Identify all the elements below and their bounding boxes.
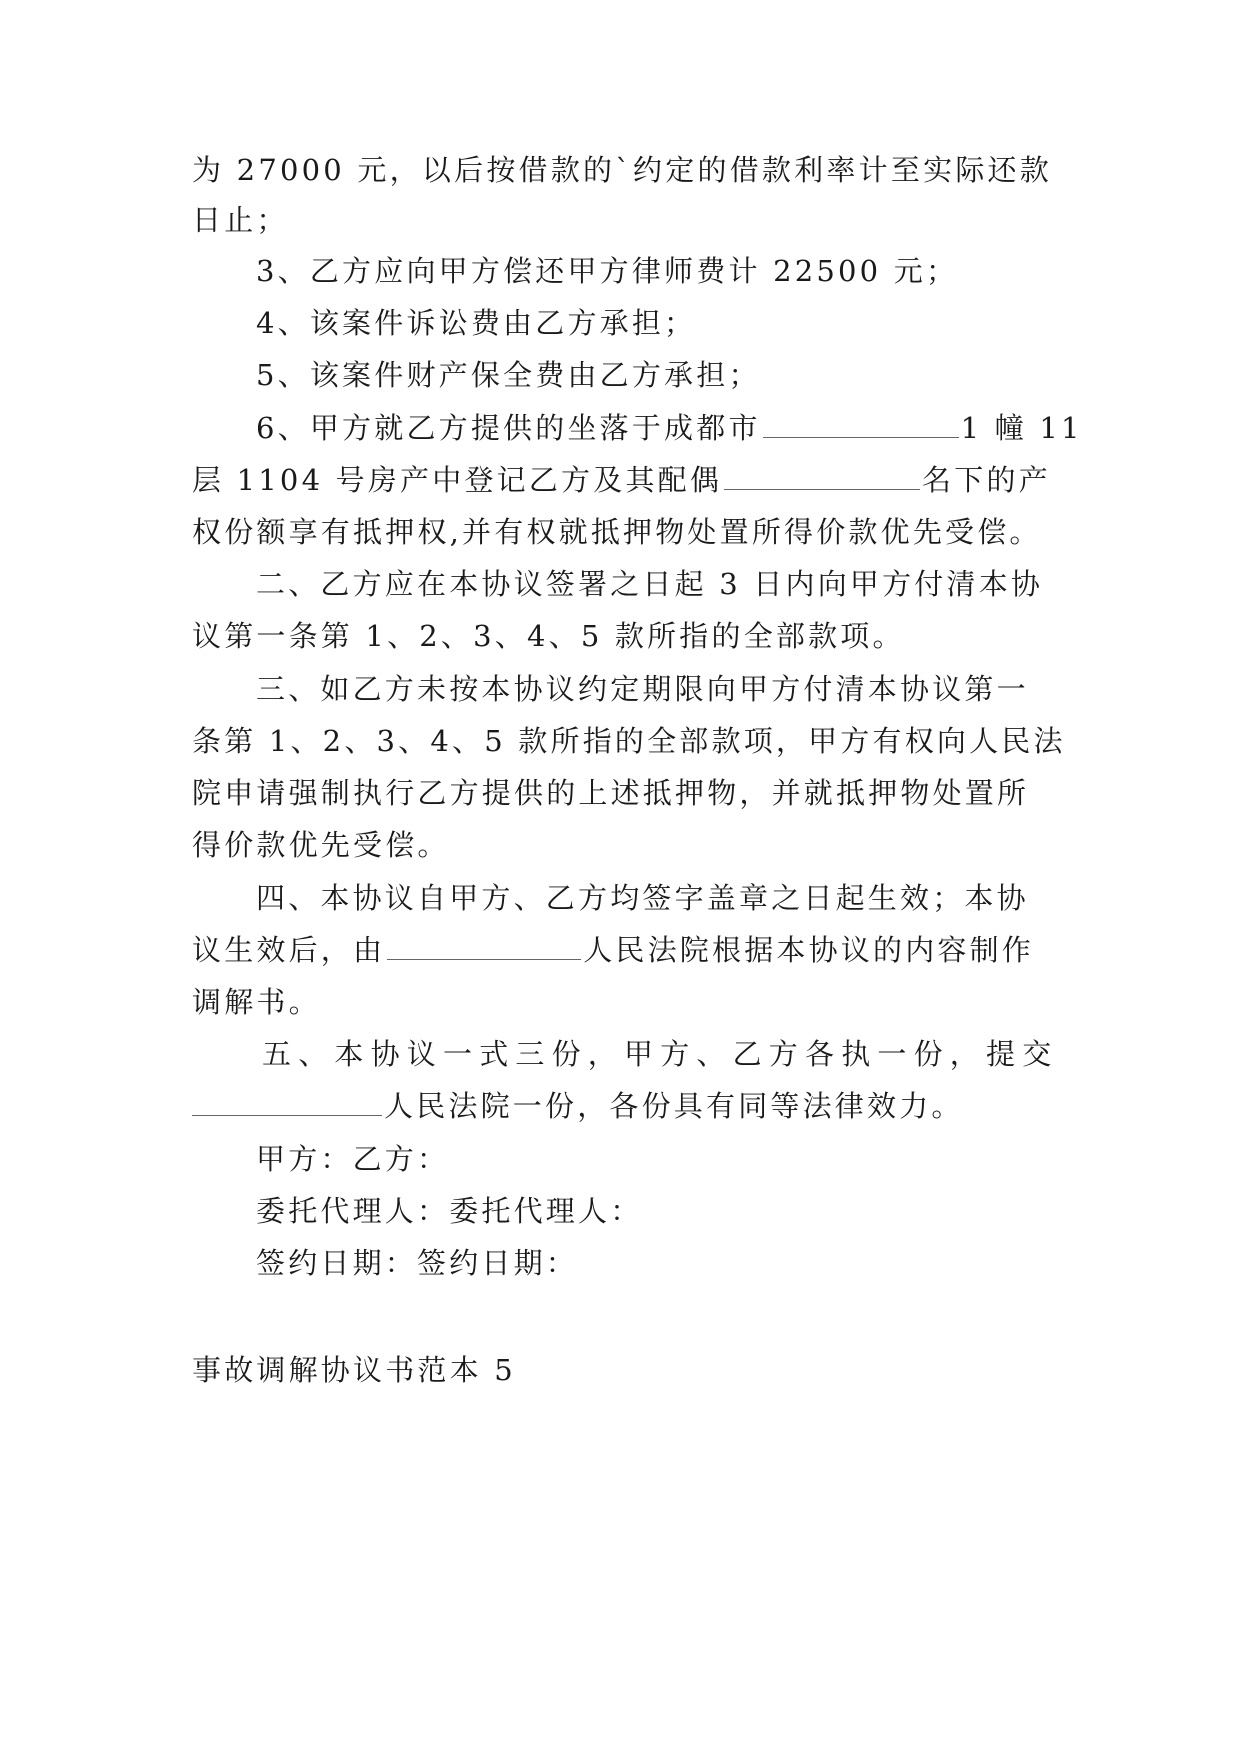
article-3-line-1 (256, 671, 1052, 707)
line-text: 为 27000 元，以后按借款的`约定的借款利率计至实际还款 (192, 153, 1052, 187)
clause-4 (256, 305, 1052, 341)
court-name-blank (387, 935, 581, 960)
article-5-line-1 (262, 1036, 1058, 1072)
address-blank (763, 413, 959, 438)
line-text: 1 幢 11 (960, 411, 1083, 445)
clause-6-line-2 (192, 462, 1052, 498)
article-5-line-2 (192, 1088, 1052, 1124)
line-text: 甲方：乙方： (256, 1142, 450, 1176)
article-4-line-1 (256, 880, 1052, 916)
line-text: 院申请强制执行乙方提供的上述抵押物，并就抵押物处置所 (192, 776, 1030, 810)
line-text: 5、该案件财产保全费由乙方承担； (256, 358, 761, 392)
article-4-line-2 (192, 932, 1052, 968)
line-text: 人民法院一份，各份具有同等法律效力。 (384, 1089, 964, 1123)
line-text: 条第 1、2、3、4、5 款所指的全部款项，甲方有权向人民法 (192, 724, 1066, 758)
article-3-line-3 (192, 775, 1052, 811)
article-3-line-4 (192, 827, 1052, 863)
clause-6-line-1 (256, 410, 1083, 446)
line-text: 层 1104 号房产中登记乙方及其配偶 (192, 463, 723, 497)
article-3-line-2 (192, 723, 1066, 759)
spouse-name-blank (724, 465, 920, 490)
line-text: 人民法院根据本协议的内容制作 (583, 933, 1035, 967)
line-text: 议生效后，由 (192, 933, 386, 967)
article-2-line-2 (192, 618, 1052, 654)
line-text: 二、乙方应在本协议签署之日起 3 日内向甲方付清本协 (256, 567, 1044, 601)
line-text: 四、本协议自甲方、乙方均签字盖章之日起生效；本协 (256, 881, 1029, 915)
article-2-line-1 (256, 566, 1052, 602)
line-text: 委托代理人：委托代理人： (256, 1194, 643, 1228)
line-text: 得价款优先受偿。 (192, 828, 450, 862)
line-text: 3、乙方应向甲方偿还甲方律师费计 22500 元； (256, 254, 959, 288)
signature-dates (256, 1245, 1052, 1281)
line-text: 五、本协议一式三份，甲方、乙方各执一份，提交 (262, 1037, 1059, 1071)
signature-parties (256, 1141, 1052, 1177)
line-text: 日止； (192, 203, 289, 237)
line-text: 6、甲方就乙方提供的坐落于成都市 (256, 411, 761, 445)
line-text: 4、该案件诉讼费由乙方承担； (256, 306, 697, 340)
clause-5 (256, 357, 1052, 393)
line-text: 议第一条第 1、2、3、4、5 款所指的全部款项。 (192, 619, 905, 653)
clause-3 (256, 253, 1052, 289)
paragraph-line (192, 202, 1052, 238)
signature-agents (256, 1193, 1052, 1229)
clause-6-line-3 (192, 514, 1052, 550)
line-text: 名下的产 (922, 463, 1051, 497)
line-text: 签约日期：签约日期： (256, 1246, 579, 1280)
line-text: 三、如乙方未按本协议约定期限向甲方付清本协议第一 (256, 672, 1029, 706)
paragraph-line (192, 152, 1052, 188)
section-title (192, 1352, 1052, 1388)
line-text: 事故调解协议书范本 5 (192, 1353, 516, 1387)
court-name-blank-2 (192, 1091, 382, 1116)
line-text: 权份额享有抵押权,并有权就抵押物处置所得价款优先受偿。 (192, 515, 1042, 549)
line-text: 调解书。 (192, 985, 321, 1019)
article-4-line-3 (192, 984, 1052, 1020)
